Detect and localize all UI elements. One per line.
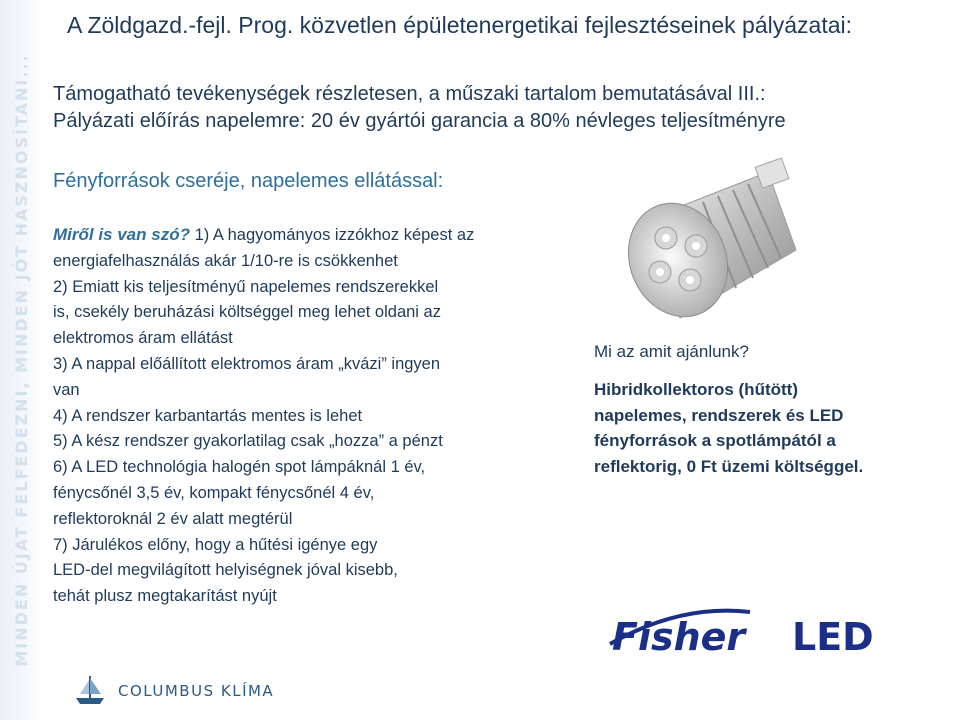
- fisher-led-logo: [600, 602, 890, 662]
- led-wordmark: LED: [792, 615, 874, 659]
- list-item: van: [53, 380, 80, 399]
- columbus-wordmark: COLUMBUS KLÍMA: [118, 682, 275, 700]
- offer-question: Mi az amit ajánlunk?: [594, 342, 749, 361]
- list-item: 6) A LED technológia halogén spot lámpáknál 1 év,: [53, 458, 426, 477]
- offer-answer: [594, 377, 944, 479]
- list-item: elektromos áram ellátást: [53, 329, 233, 348]
- section-heading: Fényforrások cseréje, napelemes ellátással:: [53, 170, 444, 192]
- list-item: LED-del megvilágított helyiségnek jóval kisebb,: [53, 561, 398, 580]
- led-spotlight-image: [618, 150, 818, 340]
- fisher-wordmark: Fisher: [612, 615, 746, 659]
- list-item: 2) Emiatt kis teljesítményű napelemes rendszerekkel: [53, 277, 439, 296]
- question-heading: Miről is van szó?: [53, 225, 190, 244]
- list-item: 3) A nappal előállított elektromos áram „kvázi” ingyen: [53, 354, 441, 373]
- benefits-list: [53, 222, 573, 610]
- page-title: A Zöldgazd.-fejl. Prog. közvetlen épületenergetikai fejlesztéseinek pályázatai:: [67, 12, 853, 38]
- subtitle-line-2: Pályázati előírás napelemre: 20 év gyártói garancia a 80% névleges teljesítményre: [53, 110, 786, 132]
- list-item: 5) A kész rendszer gyakorlatilag csak „hozza” a pénzt: [53, 432, 443, 451]
- offer-line: reflektorig, 0 Ft üzemi költséggel.: [594, 456, 864, 476]
- list-item: 4) A rendszer karbantartás mentes is lehet: [53, 406, 363, 425]
- list-item: tehát plusz megtakarítást nyújt: [53, 587, 277, 606]
- list-item: 7) Járulékos előny, hogy a hűtési igénye egy: [53, 535, 378, 554]
- offer-line: Hibridkollektoros (hűtött): [594, 380, 798, 399]
- subtitle-line-1: Támogatható tevékenységek részletesen, a műszaki tartalom bemutatásával III.:: [53, 83, 766, 105]
- list-item: fénycsőnél 3,5 év, kompakt fénycsőnél 4 év,: [53, 483, 375, 502]
- list-item: is, csekély beruházási költséggel meg lehet oldani az: [53, 303, 441, 322]
- columbus-klima-logo: [70, 670, 310, 710]
- list-item: energiafelhasználás akár 1/10-re is csökkenhet: [53, 251, 398, 270]
- side-banner: [0, 0, 44, 720]
- list-item: reflektoroknál 2 év alatt megtérül: [53, 509, 293, 528]
- ship-icon: [70, 670, 110, 710]
- side-slogan: MINDEN ÚJAT FELFEDEZNI, MINDEN JÓT HASZNOSÍTANI...: [12, 53, 31, 667]
- offer-line: napelemes, rendszerek és LED: [594, 405, 844, 425]
- list-item: 1) A hagyományos izzókhoz képest az: [194, 226, 475, 244]
- offer-line: fényforrások a spotlámpától a: [594, 431, 836, 450]
